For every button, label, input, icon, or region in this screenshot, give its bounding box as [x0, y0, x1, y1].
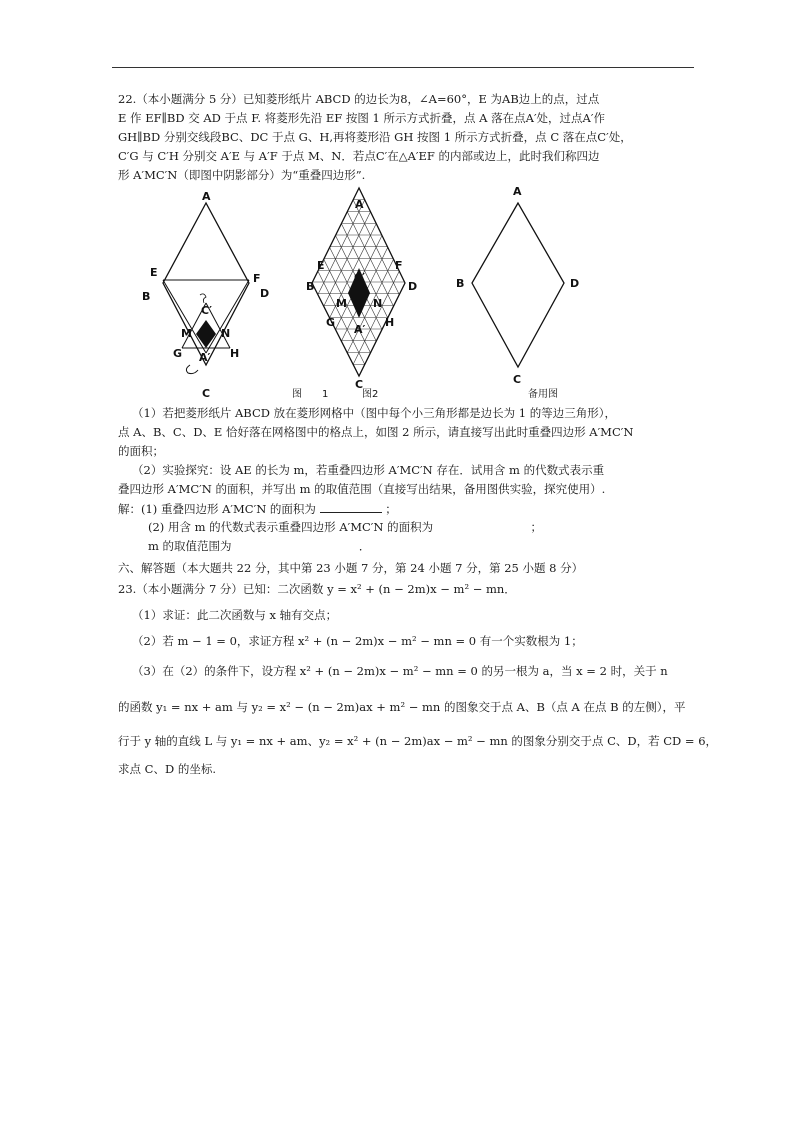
caption-fig2: 图2 [362, 389, 379, 400]
fig2-label-g: G [326, 316, 336, 329]
fig2-label-f: F [395, 259, 403, 272]
q2-line2: 叠四边形 A′MC′N 的面积，并写出 m 的取值范围（直接写出结果，备用图供实验，探究使用）. [118, 482, 606, 496]
fig1-label-m: M [181, 327, 192, 340]
fig1-label-f: F [253, 272, 261, 285]
figures-svg [130, 183, 610, 405]
figure-1 [142, 190, 269, 400]
caption-fig3: 备用图 [528, 389, 558, 400]
figures-area [130, 183, 610, 405]
answer-line2 [148, 520, 542, 535]
fig1-label-a: A [202, 190, 211, 203]
problem23-q3-line4: 求点 C、D 的坐标. [118, 762, 216, 776]
fig1-af-folded [206, 280, 249, 353]
fig1-label-e: E [150, 266, 158, 279]
fig1-ae-folded [163, 280, 206, 353]
fig2-label-c1: C′ [354, 271, 365, 284]
caption-fig1: 图 1 [292, 389, 329, 400]
problem23-q3-line3: 行于 y 轴的直线 L 与 y₁ = nx + am、y₂ = x² + (n − 2m)ax − m² − mn 的图象分别交于点 C、D，若 CD = 6， [118, 734, 718, 748]
answer3-blank[interactable] [235, 539, 355, 550]
figure-3 [456, 185, 579, 386]
answer2-end: ； [530, 520, 542, 534]
fig2-label-m: M [336, 297, 347, 310]
problem23-q1: （1）求证：此二次函数与 x 轴有交点； [132, 608, 338, 622]
answer1-blank[interactable] [320, 501, 382, 513]
fig2-label-e: E [317, 259, 325, 272]
q1-line3: 的面积； [118, 444, 164, 458]
problem22-line3: GH∥BD 分别交线段BC、DC 于点 G、H,再将菱形沿 GH 按图 1 所示方式折叠，点 C 落在点C′处， [118, 130, 632, 144]
fig1-label-a1: A′ [199, 351, 211, 364]
answer-line1: 解：(1) 重叠四边形 A′MC′N 的面积为 ； [118, 502, 397, 516]
problem22-line2: E 作 EF∥BD 交 AD 于点 F. 将菱形先沿 EF 按图 1 所示方式折叠，点 A 落在点A′处，过点A′作 [118, 111, 605, 125]
fig1-label-g: G [173, 347, 183, 360]
fig1-label-c1: C′ [201, 304, 212, 317]
problem23-q2: （2）若 m − 1 = 0，求证方程 x² + (n − 2m)x − m² − mn = 0 有一个实数根为 1； [132, 634, 583, 648]
answer2-label: (2) 用含 m 的代数式表示重叠四边形 A′MC′N 的面积为 [148, 520, 434, 534]
answer-line3 [148, 539, 370, 554]
fig2-label-a1: A′ [354, 323, 366, 336]
q2-line1: （2）实验探究：设 AE 的长为 m，若重叠四边形 A′MC′N 存在．试用含 m 的代数式表示重 [132, 463, 605, 477]
fig3-label-b: B [456, 277, 465, 290]
fig2-label-d: D [408, 280, 418, 293]
fig3-label-c: C [513, 373, 522, 386]
fig1-label-h: H [230, 347, 240, 360]
problem23-q3-line1: （3）在（2）的条件下，设方程 x² + (n − 2m)x − m² − mn = 0 的另一根为 a，当 x = 2 时，关于 n [132, 664, 668, 678]
fig1-label-b: B [142, 290, 151, 303]
fig2-label-h: H [385, 316, 395, 329]
problem23-q3-line2: 的函数 y₁ = nx + am 与 y₂ = x² − (n − 2m)ax + m² − mn 的图象交于点 A、B（点 A 在点 B 的左侧），平 [118, 700, 686, 714]
fig1-overlap-shaded [196, 320, 216, 348]
answer3-label: m 的取值范围为 [148, 539, 232, 553]
answer1-label: 解：(1) 重叠四边形 A′MC′N 的面积为 [118, 502, 316, 516]
problem22-line1: 22.（本小题满分 5 分）已知菱形纸片 ABCD 的边长为8，∠A=60°，E 为AB边上的点，过点 [118, 92, 600, 106]
fig3-label-d: D [570, 277, 580, 290]
q1-line1: （1）若把菱形纸片 ABCD 放在菱形网格中（图中每个小三角形都是边长为 1 的等边三角形）， [132, 406, 616, 420]
fig1-label-n: N [221, 327, 231, 340]
problem22-line5: 形 A′MC′N（即图中阴影部分）为“重叠四边形”. [118, 168, 366, 182]
figure-2 [306, 188, 417, 391]
fig1-label-c: C [202, 387, 211, 400]
problem22-line4: C′G 与 C′H 分别交 A′E 与 A′F 于点 M、N．若点C′在△A′EF 的内部或边上，此时我们称四边 [118, 149, 600, 163]
fig2-label-a: A [355, 198, 364, 211]
fig1-label-d: D [260, 287, 270, 300]
answer2-blank[interactable] [437, 520, 527, 531]
fig3-label-a: A [513, 185, 522, 198]
header-rule [112, 67, 694, 68]
q1-line2: 点 A、B、C、D、E 恰好落在网格图中的格点上，如图 2 所示，请直接写出此时重叠四边形 A′MC′N [118, 425, 634, 439]
fig1-fold-mark [200, 294, 206, 303]
fig1-corner-curl [186, 365, 198, 374]
fig3-rhombus [472, 203, 564, 367]
problem23-intro: 23.（本小题满分 7 分）已知：二次函数 y = x² + (n − 2m)x − m² − mn． [118, 582, 516, 596]
answer3-end: ． [358, 539, 371, 553]
fig2-label-n: N [373, 297, 383, 310]
section-six-heading: 六、解答题（本大题共 22 分，其中第 23 小题 7 分，第 24 小题 7 分，第 25 小题 8 分） [118, 561, 584, 575]
fig2-label-c: C [355, 378, 364, 391]
fig2-label-b: B [306, 280, 315, 293]
